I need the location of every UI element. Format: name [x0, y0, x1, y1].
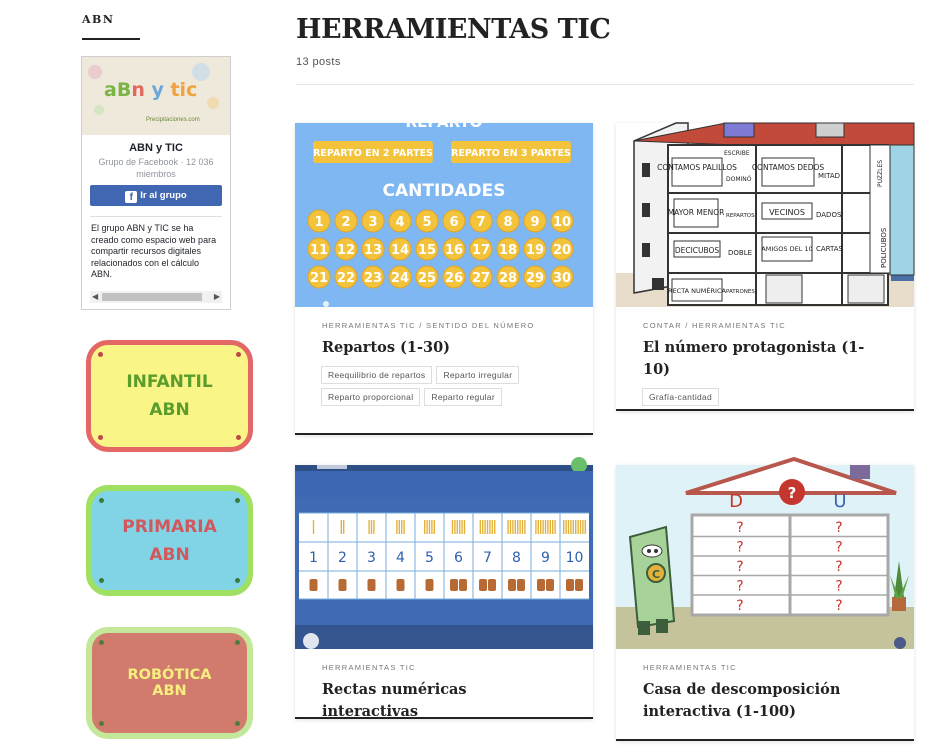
room-decicubos: DECICUBOS: [674, 246, 720, 255]
page-title: HERRAMIENTAS TIC: [296, 14, 611, 45]
sign-cartas: CARTAS: [816, 245, 843, 253]
question-cell[interactable]: ?: [736, 578, 744, 595]
primaria-abn-link[interactable]: [86, 485, 253, 596]
robotica-abn-link[interactable]: [86, 627, 253, 739]
infantil-label: INFANTIL: [126, 372, 213, 392]
sign-escribe: ESCRIBE: [724, 150, 750, 157]
post-tags: [321, 366, 569, 406]
number-circle-label: 13: [363, 243, 383, 258]
number-circle-label: 20: [552, 243, 572, 258]
tag-link[interactable]: Reparto irregular: [436, 366, 519, 384]
horizontal-scrollbar[interactable]: [90, 291, 222, 303]
number-circle-label: 22: [336, 271, 356, 286]
number-circle-label: 2: [341, 215, 351, 230]
reparto-2-partes-button: REPARTO EN 2 PARTES: [313, 148, 433, 159]
robotica-abn-label: ABN: [152, 683, 187, 699]
number-circle-label: 3: [368, 215, 378, 230]
number-line-label: 1: [309, 550, 318, 566]
number-line-label: 2: [338, 550, 347, 566]
room-vecinos: VECINOS: [769, 208, 805, 217]
question-cell[interactable]: ?: [736, 598, 744, 614]
post-title[interactable]: Casa de descomposición interactiva (1-100): [643, 681, 841, 720]
tally-marks: [480, 520, 494, 534]
post-thumbnail-repartos[interactable]: [295, 113, 593, 307]
sign-repartos: REPARTOS: [726, 213, 755, 219]
post-thumbnail-rectas-numericas[interactable]: [295, 465, 593, 649]
number-circle-label: 12: [336, 243, 356, 258]
sign-mitad: MITAD: [818, 172, 841, 180]
number-line-label: 3: [367, 550, 376, 566]
facebook-group-meta: Grupo de Facebook · 12 036 miembros: [98, 157, 214, 179]
post-category[interactable]: HERRAMIENTAS TIC: [643, 663, 737, 672]
number-circle-label: 15: [417, 243, 437, 258]
post-category[interactable]: CONTAR / HERRAMIENTAS TIC: [643, 321, 786, 330]
number-circle-label: 24: [390, 271, 410, 286]
question-cell[interactable]: ?: [835, 520, 843, 536]
sign-policubos: POLICUBOS: [880, 227, 888, 268]
post-tags: [642, 388, 890, 406]
number-circle-label: 29: [525, 271, 545, 286]
scrollbar-thumb[interactable]: [102, 293, 202, 301]
post-title[interactable]: Repartos (1-30): [322, 339, 451, 356]
sign-doble: DOBLE: [728, 249, 753, 257]
post-card-casa-descomposicion: [616, 465, 914, 741]
post-card-rectas-numericas: [295, 465, 593, 719]
number-circle-label: 1: [314, 215, 324, 230]
question-cell[interactable]: ?: [835, 539, 843, 556]
tag-link[interactable]: Grafía-cantidad: [642, 388, 719, 406]
number-line-label: 9: [541, 550, 550, 566]
number-line-label: 10: [565, 550, 584, 566]
number-circle-label: 14: [390, 243, 410, 258]
tally-marks: [536, 520, 555, 534]
number-circle-label: 7: [476, 215, 486, 230]
go-to-group-button[interactable]: [90, 185, 222, 206]
scroll-left-icon[interactable]: ◀: [92, 292, 99, 301]
primaria-abn-label: ABN: [149, 544, 190, 565]
number-circle-label: 6: [449, 215, 459, 230]
number-circle-label: 4: [395, 215, 405, 230]
post-category[interactable]: HERRAMIENTAS TIC: [322, 663, 416, 672]
sign-puzzles: PUZZLES: [877, 159, 884, 187]
number-circle-label: 10: [552, 215, 572, 230]
number-circle-label: 30: [552, 271, 572, 286]
sidebar-title-rule: [82, 38, 140, 40]
facebook-group-widget: [81, 56, 231, 310]
number-circle-label: 25: [417, 271, 437, 286]
post-thumbnail-numero-protagonista[interactable]: [616, 123, 914, 307]
roof-question-icon: ?: [787, 484, 797, 502]
decenas-letter: D: [729, 491, 743, 512]
question-cell[interactable]: ?: [736, 539, 744, 556]
sign-domino: DOMINÓ: [726, 176, 752, 183]
room-amigos-del-10: AMIGOS DEL 10: [761, 245, 813, 253]
number-circle-label: 19: [525, 243, 545, 258]
number-circle-label: 27: [471, 271, 491, 286]
hand-fingers: [426, 579, 434, 591]
facebook-cover-image[interactable]: [82, 57, 230, 135]
number-circle-label: 16: [444, 243, 464, 258]
hand-fingers: [368, 579, 376, 591]
question-cell[interactable]: ?: [736, 520, 744, 536]
question-cell[interactable]: ?: [835, 598, 843, 614]
infantil-abn-label: ABN: [149, 400, 190, 420]
question-cell[interactable]: ?: [736, 559, 744, 575]
number-line-label: 6: [454, 550, 463, 566]
facebook-group-name[interactable]: ABN y TIC: [129, 142, 183, 154]
header-divider: [296, 84, 914, 85]
unidades-letter: U: [833, 491, 847, 512]
mascot-character: [630, 527, 674, 635]
number-line-label: 4: [396, 550, 405, 566]
cantidades-label: CANTIDADES: [382, 181, 506, 201]
room-recta-numerica: RECTA NUMÉRICA: [668, 287, 726, 295]
scroll-right-icon[interactable]: ▶: [213, 292, 220, 301]
post-title[interactable]: El número protagonista (1-10): [643, 339, 865, 378]
hand-fingers: [310, 579, 318, 591]
facebook-cover-title: aBn y tic: [104, 79, 198, 101]
facebook-icon: f: [125, 191, 137, 203]
room-mayor-menor: MAYOR MENOR: [667, 208, 725, 217]
question-cell[interactable]: ?: [835, 578, 843, 595]
hand-fingers: [397, 579, 405, 591]
number-circle-label: 17: [471, 243, 491, 258]
number-circle-label: 28: [498, 271, 518, 286]
number-circle-label: 5: [422, 215, 432, 230]
number-circle-label: 11: [309, 243, 329, 258]
number-circle-label: 9: [530, 215, 540, 230]
number-line-label: 8: [512, 550, 521, 566]
sign-dados: DADOS: [816, 211, 842, 219]
post-thumbnail-casa-descomposicion[interactable]: [616, 465, 914, 649]
number-line-label: 7: [483, 550, 492, 566]
question-cell[interactable]: ?: [835, 559, 843, 575]
room-contamos-palillos: CONTAMOS PALILLOS: [657, 163, 737, 172]
room-contamos-dedos: CONTAMOS DEDOS: [751, 163, 825, 172]
mascot-letter: C: [651, 568, 661, 581]
post-category[interactable]: HERRAMIENTAS TIC / SENTIDO DEL NÚMERO: [322, 321, 535, 330]
number-circle-label: 18: [498, 243, 518, 258]
robotica-label: ROBÓTICA: [127, 667, 212, 683]
hand-fingers: [339, 579, 347, 591]
sidebar-title: ABN: [82, 13, 115, 26]
tag-link[interactable]: Reequilibrio de repartos: [321, 366, 432, 384]
number-circle-label: 26: [444, 271, 464, 286]
facebook-cover-url: Precipitaciones.com: [146, 117, 200, 123]
reparto-3-partes-button: REPARTO EN 3 PARTES: [451, 148, 571, 159]
tag-link[interactable]: Reparto regular: [424, 388, 502, 406]
tag-link[interactable]: Reparto proporcional: [321, 388, 420, 406]
post-title[interactable]: Rectas numéricas interactivas: [322, 681, 467, 720]
infantil-abn-link[interactable]: [86, 340, 253, 452]
number-circle-label: 8: [503, 215, 513, 230]
post-card-numero-protagonista: [616, 123, 914, 411]
primaria-label: PRIMARIA: [122, 516, 217, 537]
facebook-group-description: El grupo ABN y TIC se ha creado como espacio web para compartir recursos digitales relacionados con el cálculo ABN.: [91, 223, 217, 279]
sign-patrones: PATRONES: [726, 289, 755, 295]
post-card-repartos: [295, 113, 593, 435]
number-line-label: 5: [425, 550, 434, 566]
go-to-group-label: Ir al grupo: [140, 190, 187, 201]
post-count: 13 posts: [296, 56, 341, 68]
number-circle-label: 21: [309, 271, 329, 286]
number-circle-label: 23: [363, 271, 383, 286]
repartos-header-text: REPARTO: [405, 113, 483, 131]
